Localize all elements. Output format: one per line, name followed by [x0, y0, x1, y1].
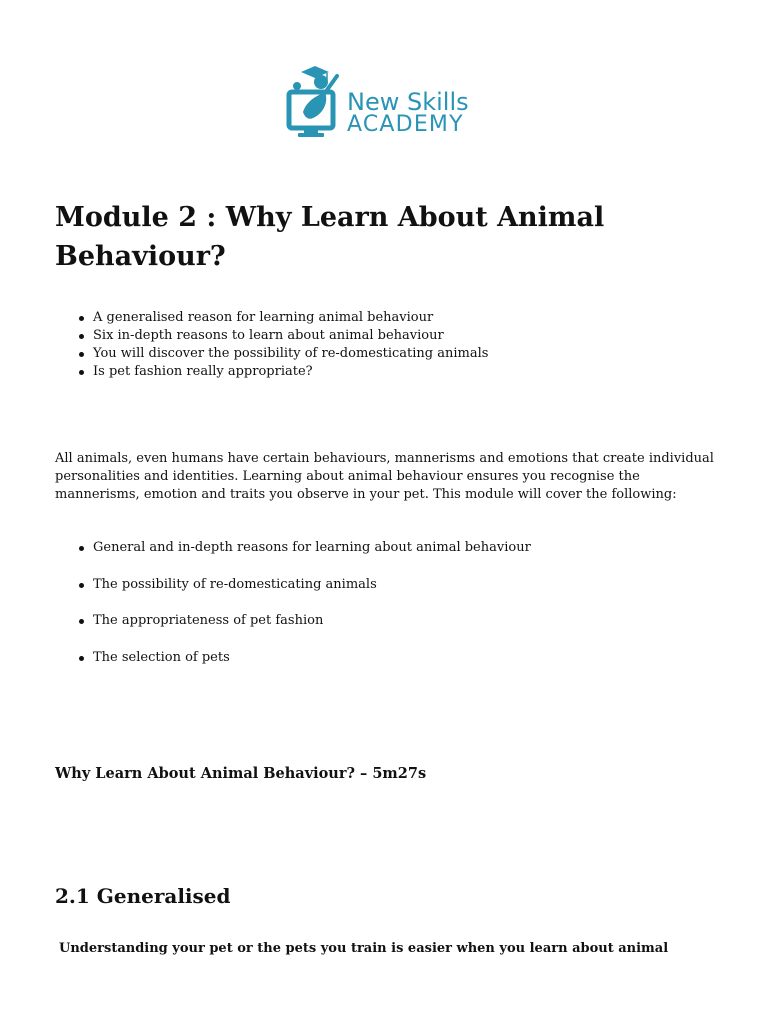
list-item [55, 327, 488, 345]
section-heading: 2.1 Generalised [55, 884, 231, 908]
list-item [55, 649, 531, 667]
list-item-text: A generalised reason for learning animal behaviour [93, 310, 434, 325]
graduate-monitor-icon [283, 62, 345, 146]
list-item [55, 612, 531, 630]
module-topics-list [55, 309, 488, 381]
bullet-icon [79, 316, 84, 321]
logo-wordmark [347, 90, 469, 136]
list-item-text: General and in-depth reasons for learning about animal behaviour [93, 540, 531, 555]
new-skills-academy-logo [283, 62, 483, 146]
section-paragraph: Understanding your pet or the pets you train is easier when you learn about animal [59, 941, 669, 956]
intro-paragraph: All animals, even humans have certain behaviours, mannerisms and emotions that create individual personalities and identities. Learning about animal behaviour ensures you recognise the mannerisms, emotion and traits you observe in your pet. This module will cover the following: [55, 451, 714, 502]
list-item-text: You will discover the possibility of re-domesticating animals [93, 346, 489, 361]
logo-line-1: New Skills [347, 88, 469, 116]
module-coverage-list [55, 539, 531, 685]
bullet-icon [79, 656, 84, 661]
video-heading: Why Learn About Animal Behaviour? – 5m27s [55, 765, 427, 782]
list-item-text: The appropriateness of pet fashion [93, 613, 324, 628]
list-item-text: Six in-depth reasons to learn about animal behaviour [93, 328, 444, 343]
bullet-icon [79, 546, 84, 551]
bullet-icon [79, 370, 84, 375]
logo-line-2: ACADEMY [347, 112, 464, 137]
list-item-text: The selection of pets [93, 649, 230, 665]
list-item-text: Is pet fashion really appropriate? [93, 364, 313, 379]
list-item [55, 576, 531, 594]
list-item [55, 309, 488, 327]
bullet-icon [79, 583, 84, 588]
list-item-text: The possibility of re-domesticating animals [93, 576, 377, 592]
list-item [55, 345, 488, 363]
bullet-icon [79, 352, 84, 357]
page-title: Module 2 : Why Learn About Animal Behaviour? [55, 202, 605, 272]
bullet-icon [79, 619, 84, 624]
list-item [55, 363, 488, 381]
bullet-icon [79, 334, 84, 339]
list-item [55, 539, 531, 557]
